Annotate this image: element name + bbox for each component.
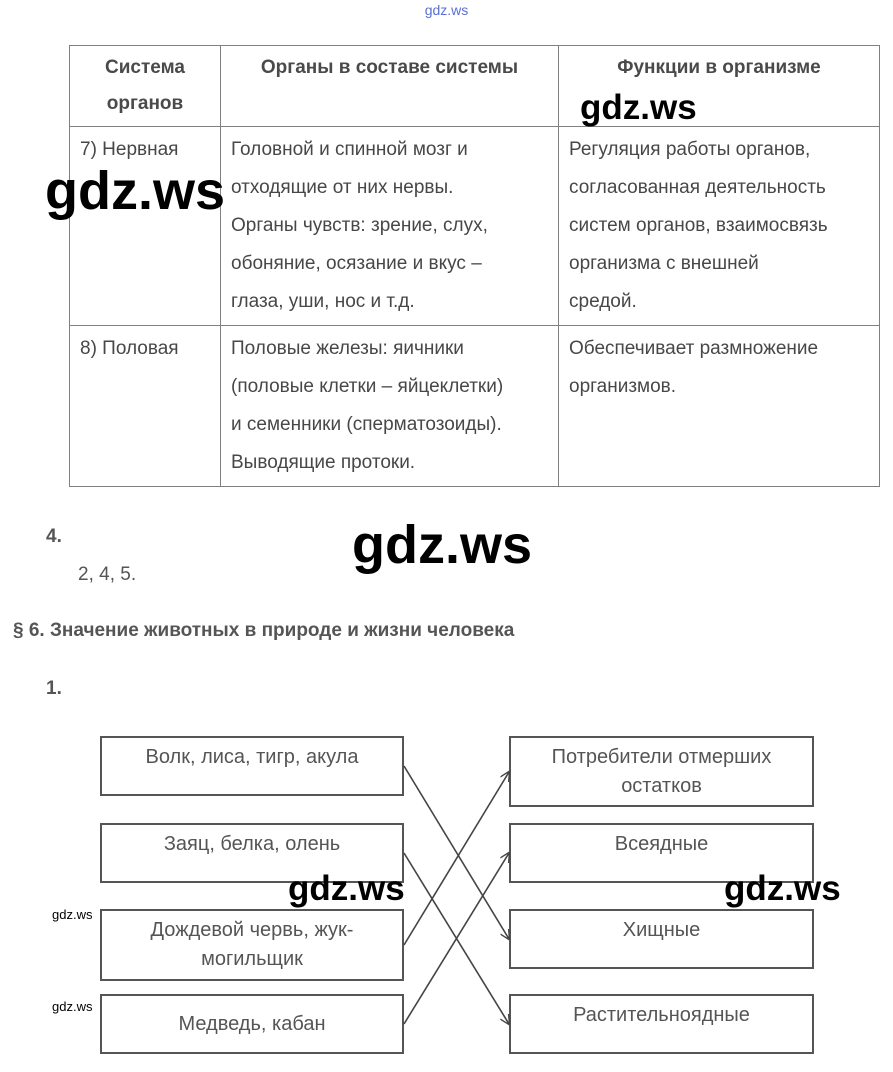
functions-line: Обеспечивает размножение — [569, 338, 819, 359]
task-4-answer: 2, 4, 5. — [78, 564, 137, 585]
organs-line: обоняние, осязание и вкус – — [231, 253, 482, 274]
system-name: 8) Половая — [80, 338, 179, 359]
organs-line: глаза, уши, нос и т.д. — [231, 291, 415, 312]
functions-line: организмов. — [569, 376, 677, 397]
header-system-line-2: органов — [106, 93, 184, 114]
organs-line: и семенники (сперматозоиды). — [231, 414, 502, 435]
left-box-text: Дождевой червь, жук- — [150, 919, 354, 941]
functions-line: организма с внешней — [569, 253, 759, 274]
organs-line: Органы чувств: зрение, слух, — [231, 215, 488, 236]
left-box-text: могильщик — [201, 948, 303, 970]
watermark: gdz.ws — [288, 869, 405, 908]
organs-line: Половые железы: яичники — [231, 338, 464, 359]
watermark: gdz.ws — [352, 515, 533, 575]
right-box-text: Потребители отмерших — [551, 745, 772, 768]
task-1-number: 1. — [46, 678, 62, 699]
section-title: § 6. Значение животных в природе и жизни человека — [13, 620, 515, 641]
left-box-text: Волк, лиса, тигр, акула — [145, 745, 359, 768]
header-system-line-1: Система — [105, 57, 185, 78]
system-name: 7) Нервная — [80, 139, 179, 160]
right-box-text: Всеядные — [614, 832, 709, 855]
functions-line: систем органов, взаимосвязь — [569, 215, 828, 236]
right-box-text: Растительноядные — [573, 1003, 750, 1026]
organs-line: отходящие от них нервы. — [231, 177, 454, 198]
arrow-predators — [404, 766, 509, 939]
watermark: gdz.ws — [52, 999, 93, 1014]
header-functions-line-1: Функции в организме — [617, 57, 821, 78]
watermark: gdz.ws — [45, 161, 226, 221]
header-organs-line-1: Органы в составе системы — [260, 57, 519, 78]
functions-line: средой. — [569, 291, 637, 312]
right-box-text: остатков — [621, 774, 702, 797]
task-4-number: 4. — [46, 526, 62, 547]
functions-line: Регуляция работы органов, — [569, 139, 811, 160]
organs-line: Головной и спинной мозг и — [231, 139, 468, 160]
left-box-text: Заяц, белка, олень — [163, 832, 341, 855]
right-box-text: Хищные — [622, 918, 701, 941]
organs-line: Выводящие протоки. — [231, 452, 416, 473]
watermark: gdz.ws — [580, 88, 697, 127]
arrow-detritivores — [404, 772, 509, 945]
top-watermark: gdz.ws — [424, 2, 469, 18]
functions-line: согласованная деятельность — [569, 177, 826, 198]
watermark: gdz.ws — [724, 869, 841, 908]
watermark: gdz.ws — [52, 907, 93, 922]
organs-line: (половые клетки – яйцеклетки) — [231, 376, 504, 397]
left-box-text: Медведь, кабан — [178, 1012, 326, 1035]
